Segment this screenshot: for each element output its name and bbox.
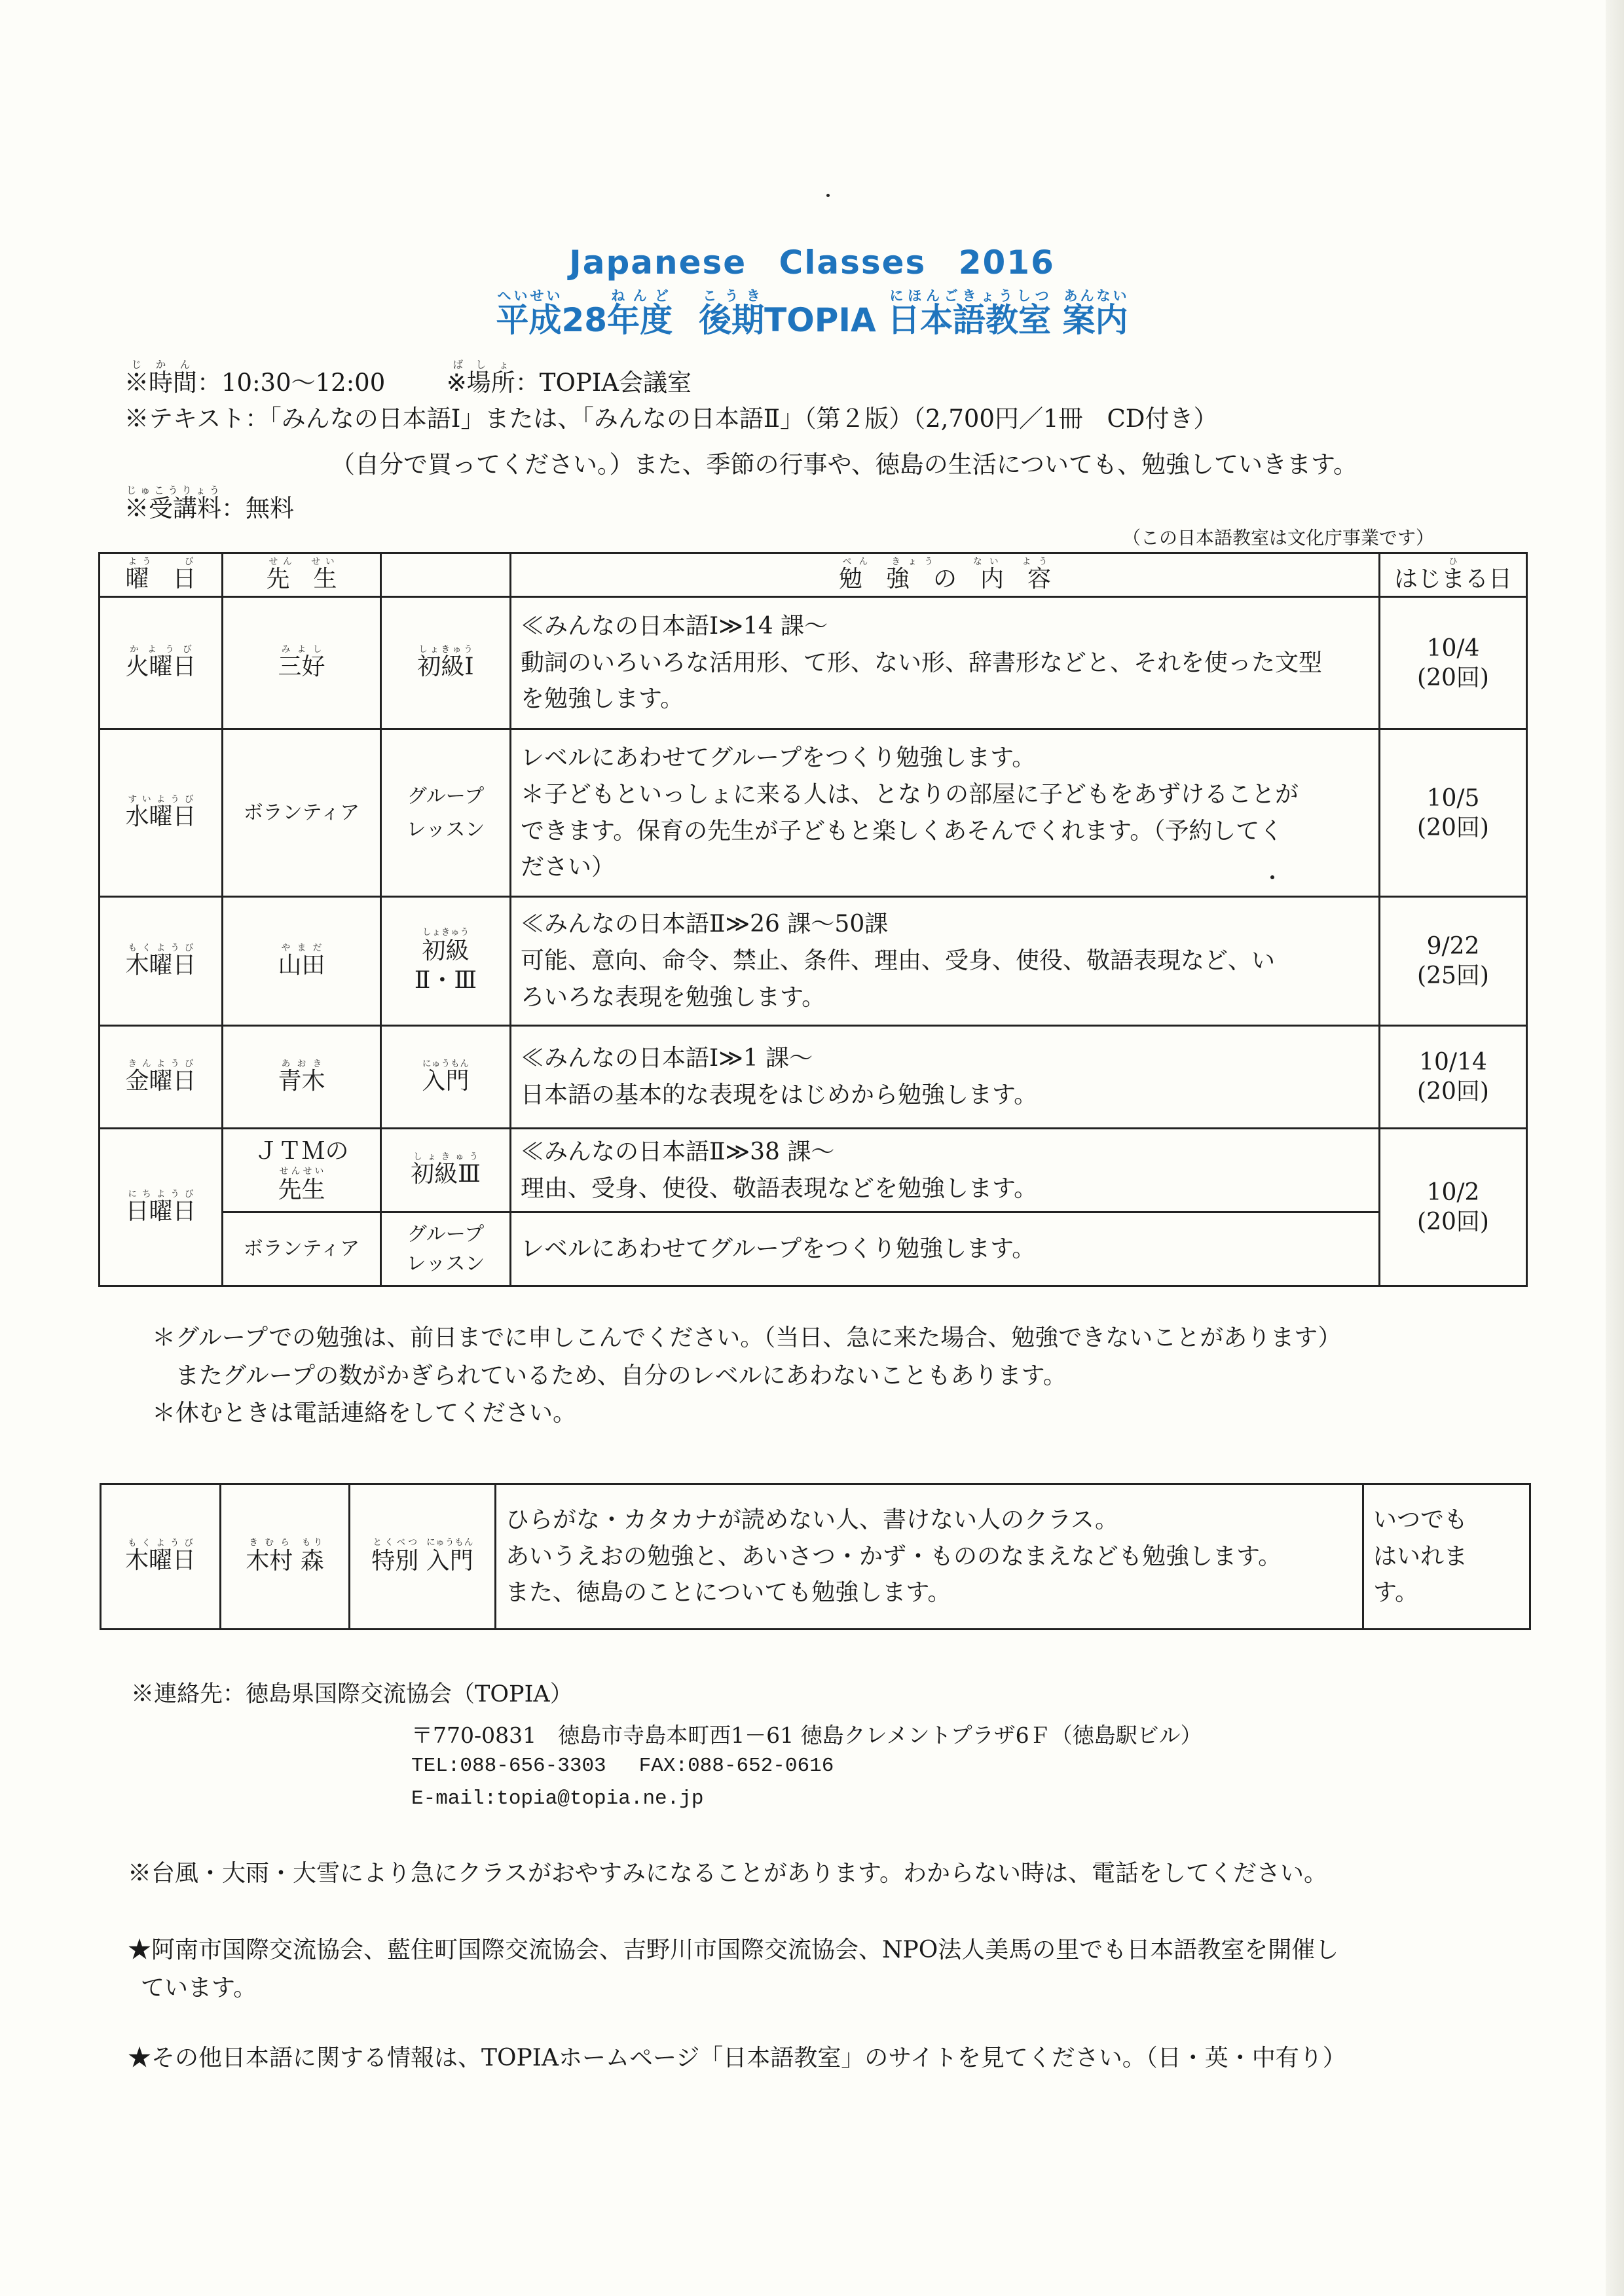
row-level: 初級Ⅰしょきゅう: [381, 597, 511, 729]
row-content: ひらがな・カタカナが読めない人、書けない人のクラス。 あいうえおの勉強と、あいさつ・かず・もののなまえなども勉強します。 また、徳島のことについても勉強します。: [496, 1484, 1363, 1630]
schedule-table: [98, 552, 1528, 1287]
contact-email[interactable]: E-mail:topia@topia.ne.jp: [411, 1787, 704, 1810]
row-teacher: ボランティア: [223, 1212, 381, 1286]
tel: TEL:088-656-3303: [411, 1755, 606, 1777]
row-content: ≪みんなの日本語Ⅱ≫26 課～50課 可能、意向、命令、禁止、条件、理由、受身、使役、敬語表現など、い ろいろな表現を勉強します。: [511, 897, 1380, 1026]
header-content: 勉 強 の 内 容べん きょう ない よう: [511, 553, 1380, 597]
row-teacher: ＪＴＭの 先生せんせい: [223, 1129, 381, 1212]
notes: [152, 1319, 1341, 1432]
contact-phone: [411, 1755, 834, 1777]
contact-label: ※連絡先：徳島県国際交流協会（TOPIA）: [131, 1681, 573, 1707]
header-teacher: 先 生せん せい: [223, 553, 381, 597]
row-day: 金曜日きんようび: [100, 1026, 223, 1129]
note-line: ＊グループでの勉強は、前日までに申しこんでください。（当日、急に来た場合、勉強できないことがあります）: [152, 1324, 1342, 1351]
row-teacher: 青木あおき: [223, 1026, 381, 1129]
website-note: ★その他日本語に関する情報は、TOPIAホームページ「日本語教室」のサイトを見てください。（日・英・中有り）: [128, 2045, 1346, 2071]
table-row: [100, 1026, 1527, 1129]
row-day: 木曜日もくようび: [101, 1484, 221, 1630]
table-row: [100, 597, 1527, 729]
scan-page-edge: [1606, 0, 1624, 2296]
row-start: 10/14 (20回): [1380, 1026, 1527, 1129]
header-level: [381, 553, 511, 597]
row-start: いつでも はいれま す。: [1363, 1484, 1530, 1630]
row-teacher: 三好みよし: [223, 597, 381, 729]
row-start: 9/22 (25回): [1380, 897, 1527, 1026]
row-teacher: 木村きむら 森もり: [221, 1484, 350, 1630]
row-teacher: ボランティア: [223, 729, 381, 897]
row-start: 10/2 (20回): [1380, 1129, 1527, 1286]
table-header-row: [100, 553, 1527, 597]
table-row: [101, 1484, 1530, 1630]
info-text: ※テキスト：「みんなの日本語Ⅰ」または、「みんなの日本語Ⅱ」（第２版）（2,700円／1冊 CD付き）: [124, 405, 1218, 433]
row-content: レベルにあわせてグループをつくり勉強します。: [511, 1212, 1380, 1286]
agency-note: （この日本語教室は文化庁事業です）: [1122, 527, 1434, 549]
table-row: [100, 897, 1527, 1026]
row-day: 木曜日もくようび: [100, 897, 223, 1026]
row-start: 10/5 (20回): [1380, 729, 1527, 897]
scan-speck: [1270, 875, 1274, 879]
title-english: Japanese Classes 2016: [569, 244, 1055, 282]
row-content: ≪みんなの日本語Ⅰ≫14 課～ 動詞のいろいろな活用形、て形、ない形、辞書形などと、それを使った文型 を勉強します。: [511, 597, 1380, 729]
note-line: またグループの数がかぎられているため、自分のレベルにあわないこともあります。: [152, 1362, 1067, 1389]
time-value: ：10:30～12:00: [197, 369, 386, 397]
header-start: はじまる日ひ: [1380, 553, 1527, 597]
row-level: グループ レッスン: [381, 729, 511, 897]
table-row: [100, 729, 1527, 897]
header-day: 曜 日よう び: [100, 553, 223, 597]
contact-address: 〒770-0831 徳島市寺島本町西1－61 徳島クレメントプラザ6Ｆ（徳島駅ビル）: [411, 1722, 1202, 1748]
table-subrow: [100, 1212, 1527, 1286]
start-date: 10/4: [1426, 634, 1480, 662]
fax: FAX:088-652-0616: [638, 1755, 834, 1777]
special-class-table: [100, 1483, 1531, 1630]
row-teacher: 山田やまだ: [223, 897, 381, 1026]
info-text-2: （自分で買ってください。）また、季節の行事や、徳島の生活についても、勉強していきます。: [331, 450, 1358, 479]
table-row: [100, 1129, 1527, 1212]
note-line: ＊休むときは電話連絡をしてください。: [152, 1400, 577, 1427]
title-japanese: 平成へいせい28年度ねんど後期こうきTOPIA 日本語教室にほんごきょうしつ 案内あんない: [496, 288, 1128, 339]
weather-note: ※台風・大雨・大雪により急にクラスがおやすみになることがあります。わからない時は、電話をしてください。: [128, 1860, 1328, 1887]
row-content: ≪みんなの日本語Ⅰ≫1 課～ 日本語の基本的な表現をはじめから勉強します。: [511, 1026, 1380, 1129]
place-value: ：TOPIA会議室: [515, 369, 692, 397]
row-level: 入門にゅうもん: [381, 1026, 511, 1129]
info-fee: ※受講料じゅこうりょう：無料: [124, 484, 294, 522]
session-count: (20回): [1417, 664, 1489, 691]
time-label: ※時間じかん: [124, 359, 197, 397]
row-day: 火曜日かようび: [100, 597, 223, 729]
row-content: ≪みんなの日本語Ⅱ≫38 課～ 理由、受身、使役、敬語表現などを勉強します。: [511, 1129, 1380, 1212]
scan-speck: [826, 194, 830, 197]
other-classes-note: ★阿南市国際交流協会、藍住町国際交流協会、吉野川市国際交流協会、NPO法人美馬の里でも日本語教室を開催し ています。: [128, 1937, 1339, 2001]
row-level: 初級しょきゅう Ⅱ・Ⅲ: [381, 897, 511, 1026]
row-level: 特別とくべつ 入門にゅうもん: [350, 1484, 496, 1630]
place-label: ※場所ばしょ: [446, 359, 515, 397]
row-day: 水曜日すいようび: [100, 729, 223, 897]
row-level: グループ レッスン: [381, 1212, 511, 1286]
row-level: 初級Ⅲしょきゅう: [381, 1129, 511, 1212]
row-start: [1380, 597, 1527, 729]
row-content: レベルにあわせてグループをつくり勉強します。 ＊子どもといっしょに来る人は、となりの部屋に子どもをあずけることが できます。保育の先生が子どもと楽しくあそんでくれます。（予約してく ださい）: [511, 729, 1380, 897]
row-day: 日曜日にちようび: [100, 1129, 223, 1286]
info-time-place: [124, 359, 692, 397]
